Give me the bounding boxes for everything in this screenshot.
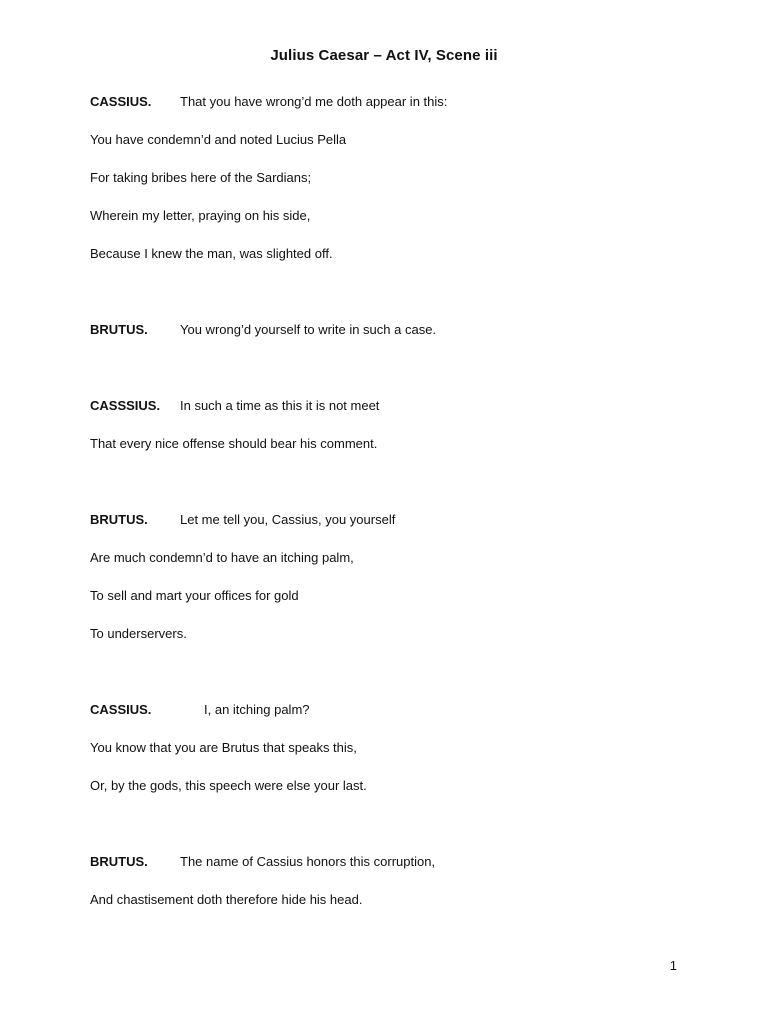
dialogue-text: The name of Cassius honors this corruption,	[180, 854, 436, 869]
dialogue-text: To sell and mart your offices for gold	[90, 588, 299, 603]
speaker-name: BRUTUS.	[90, 854, 148, 869]
speaker-name: BRUTUS.	[90, 322, 148, 337]
speaker-name: CASSIUS.	[90, 94, 152, 109]
dialogue-text: That you have wrong’d me doth appear in this:	[180, 94, 448, 109]
speaker-name: BRUTUS.	[90, 512, 148, 527]
speaker-name: CASSSIUS.	[90, 398, 161, 413]
blank-line	[90, 662, 710, 700]
dialogue-text: You wrong’d yourself to write in such a case.	[180, 322, 437, 337]
dialogue-text: And chastisement doth therefore hide his head.	[90, 892, 363, 907]
speech-line	[90, 244, 710, 282]
dialogue-text: Or, by the gods, this speech were else your last.	[90, 778, 367, 793]
blank-line	[90, 814, 710, 852]
speech-line	[90, 624, 710, 662]
speech-line	[90, 700, 710, 738]
dialogue-text: That every nice offense should bear his comment.	[90, 436, 378, 451]
speech-line	[90, 738, 710, 776]
dialogue-text: Wherein my letter, praying on his side,	[90, 208, 311, 223]
speech-line	[90, 320, 710, 358]
speech-line	[90, 396, 710, 434]
page-title: Julius Caesar – Act IV, Scene iii	[270, 47, 498, 64]
speech-line	[90, 852, 710, 890]
dialogue-text: You know that you are Brutus that speaks this,	[90, 740, 357, 755]
speech-line	[90, 510, 710, 548]
dialogue-text: Let me tell you, Cassius, you yourself	[180, 512, 396, 527]
speech-line	[90, 776, 710, 814]
speech-line	[90, 168, 710, 206]
dialogue-text: Are much condemn’d to have an itching palm,	[90, 550, 354, 565]
page-number: 1	[669, 958, 677, 973]
speech-line	[90, 92, 710, 130]
speaker-name: CASSIUS.	[90, 702, 152, 717]
blank-line	[90, 472, 710, 510]
dialogue-text: To underservers.	[90, 626, 187, 641]
speech-line	[90, 206, 710, 244]
blank-line	[90, 282, 710, 320]
dialogue-text: I, an itching palm?	[204, 702, 310, 717]
dialogue-text: In such a time as this it is not meet	[180, 398, 380, 413]
speech-line	[90, 890, 710, 928]
blank-line	[90, 358, 710, 396]
speech-line	[90, 548, 710, 586]
script-body	[90, 92, 710, 928]
speech-line	[90, 130, 710, 168]
dialogue-text: Because I knew the man, was slighted off.	[90, 246, 333, 261]
speech-line	[90, 586, 710, 624]
speech-line	[90, 434, 710, 472]
dialogue-text: For taking bribes here of the Sardians;	[90, 170, 312, 185]
dialogue-text: You have condemn’d and noted Lucius Pella	[90, 132, 347, 147]
